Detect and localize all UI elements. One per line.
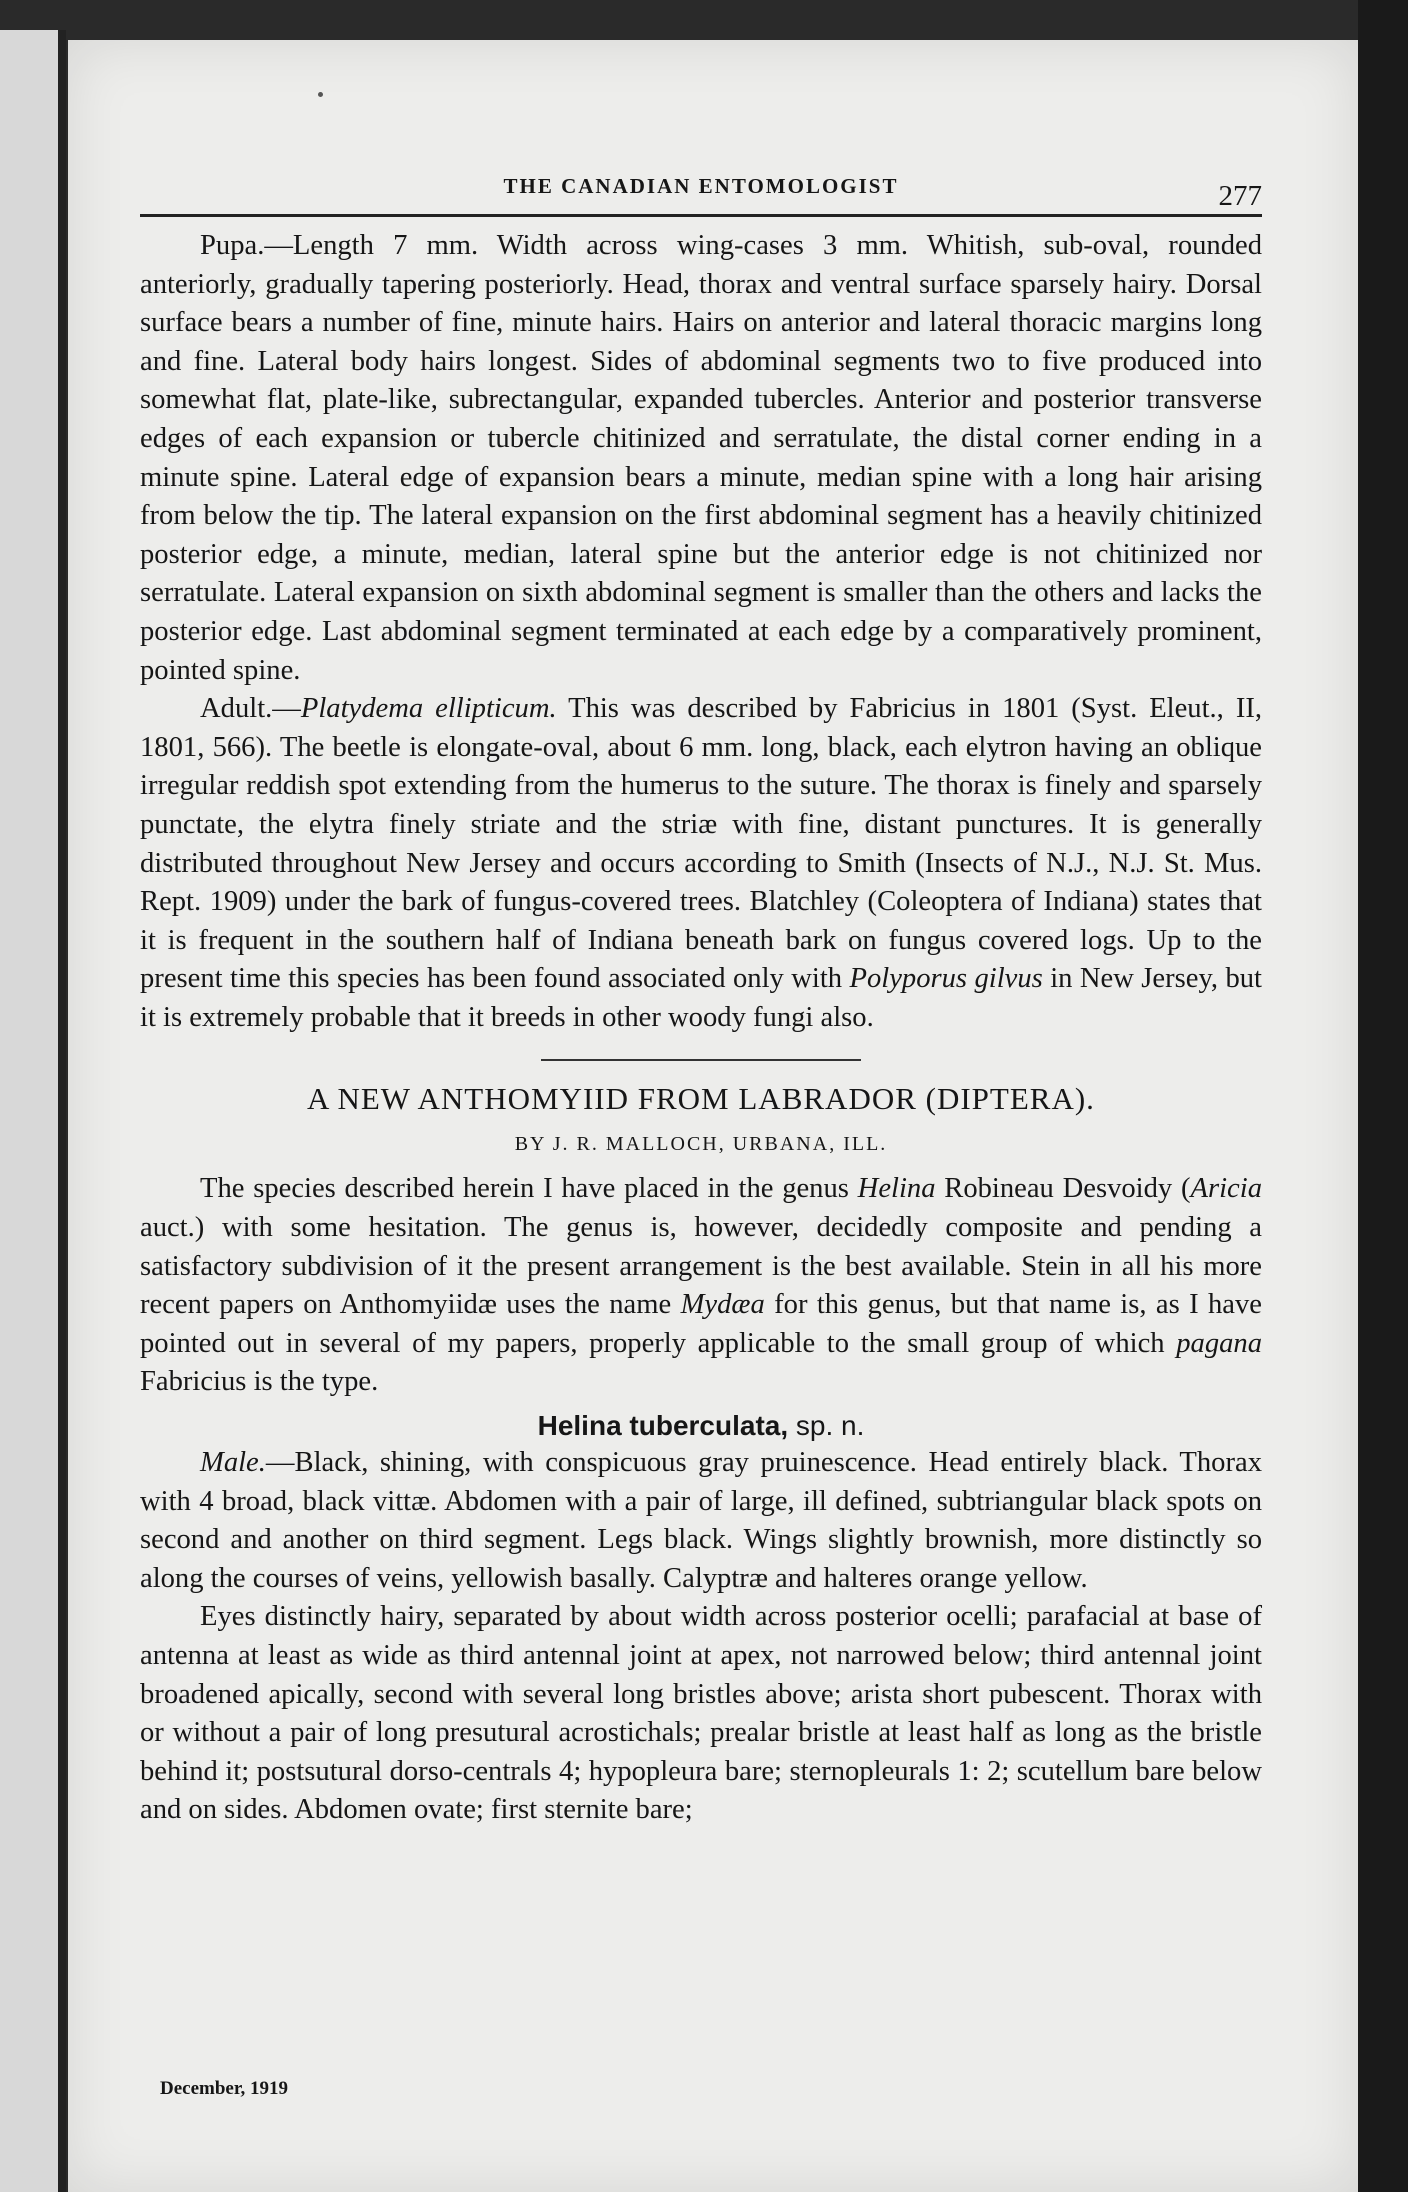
pupa-paragraph: Pupa.—Length 7 mm. Width across wing-cases 3 mm. Whitish, sub-oval, rounded anteriorly, gradually tapering posteriorly. Head, thorax and ventral surface sparsely hairy. Dorsal surface bears a number of fine, minute hairs. Hairs on anterior and lateral thoracic margins long and fine. Lateral body hairs longest. Sides of abdominal segments two to five produced into somewhat flat, plate-like, subrectangular, expanded tubercles. Anterior and posterior transverse edges of each expansion or tubercle chitinized and serratulate, the distal corner ending in a minute spine. Lateral edge of expansion bears a minute, median spine with a long hair arising from below the tip. The lateral expansion on the first abdominal segment has a heavily chitinized posterior edge, a minute, median, lateral spine but the anterior edge is not chitinized nor serratulate. Lateral expansion on sixth abdominal segment is smaller than the others and lacks the posterior edge. Last abdominal segment terminated at each edge by a comparatively prominent, pointed spine. (140, 230, 1262, 686)
scan-speck (318, 92, 323, 97)
species-suffix: sp. n. (788, 1410, 865, 1442)
male-label: Male. (200, 1447, 266, 1479)
issue-date: December, 1919 (160, 2078, 289, 2099)
intro-text: Robineau Desvoidy ( (935, 1173, 1191, 1205)
male-description: —Black, shining, with conspicuous gray pruinescence. Head entirely black. Thorax with 4 broad, black vittæ. Abdomen with a pair of large, ill defined, subtriangular black spots on second and another on third segment. Legs black. Wings slightly brownish, more distinctly so along the courses of veins, yellowish basally. Calyptræ and halteres orange yellow. (140, 1447, 1262, 1594)
intro-text: Fabricius is the type. (140, 1366, 379, 1398)
scan-border-right (1358, 0, 1408, 2192)
intro-text: The species described herein I have placed in the genus (200, 1173, 858, 1205)
article-byline: BY J. R. MALLOCH, URBANA, ILL. (514, 1133, 888, 1156)
host-fungus-name: Polyporus gilvus (849, 963, 1043, 995)
eyes-paragraph: Eyes distinctly hairy, separated by about width across posterior ocelli; parafacial at base of antenna at least as wide as third antennal joint at apex, not narrowed below; third antennal joint broadened apically, second with several long bristles above; arista short pubescent. Thorax with or without a pair of long presutural acrostichals; prealar bristle at least half as long as the bristle behind it; postsutural dorso-centrals 4; hypopleura bare; sternopleurals 1: 2; scutellum bare below and on sides. Abdomen ovate; first sternite bare; (140, 1601, 1262, 1826)
adult-label: Adult.— (200, 693, 301, 725)
species-heading (140, 1410, 1262, 1442)
genus-aricia: Aricia (1190, 1173, 1262, 1205)
running-title: THE CANADIAN ENTOMOLOGIST (503, 174, 899, 198)
adult-text: This was described by Fabricius in 1801 (Syst. Eleut., II, 1801, 566). The beetle is elongate-oval, about 6 mm. long, black, each elytron having an oblique irregular reddish spot extending from the humerus to the suture. The thorax is finely and sparsely punctate, the elytra finely striate and the striæ with fine, distant punctures. It is generally distributed throughout New Jersey and occurs according to Smith (Insects of N.J., N.J. St. Mus. Rept. 1909) under the bark of fungus-covered trees. Blatchley (Coleoptera of Indiana) states that it is frequent in the southern half of Indiana beneath bark on fungus covered logs. Up to the present time this species has been found associated only with (140, 693, 1263, 995)
intro-text: auct.) with some hesitation. The genus is, however, decidedly composite and pending a satisfactory subdivision of it the present arrangement is the best available. Stein in all his more recent papers on Anthomyiidæ uses the name (140, 1212, 1262, 1321)
page-content (140, 160, 1262, 1830)
genus-mydaea: Mydæa (680, 1289, 765, 1321)
species-pagana: pagana (1176, 1327, 1262, 1359)
section-divider (541, 1059, 861, 1061)
male-paragraph (140, 1444, 1262, 1598)
page-number: 277 (1218, 180, 1262, 212)
species-name: Helina tuberculata, (537, 1410, 789, 1442)
adult-paragraph (140, 690, 1262, 1037)
intro-text: for this genus, but that name is, as I have pointed out in several of my papers, properly applicable to the small group of which (140, 1289, 1262, 1359)
adjacent-page-edge (0, 30, 66, 2192)
intro-paragraph (140, 1170, 1262, 1402)
article-title: A NEW ANTHOMYIID FROM LABRADOR (DIPTERA). (307, 1081, 1095, 1117)
genus-helina: Helina (857, 1173, 936, 1205)
running-header (140, 160, 1262, 217)
adult-text-end: in New Jersey, but it is extremely probable that it breeds in other woody fungi also. (140, 963, 1262, 1033)
adult-species-name: Platydema ellipticum. (300, 693, 557, 725)
